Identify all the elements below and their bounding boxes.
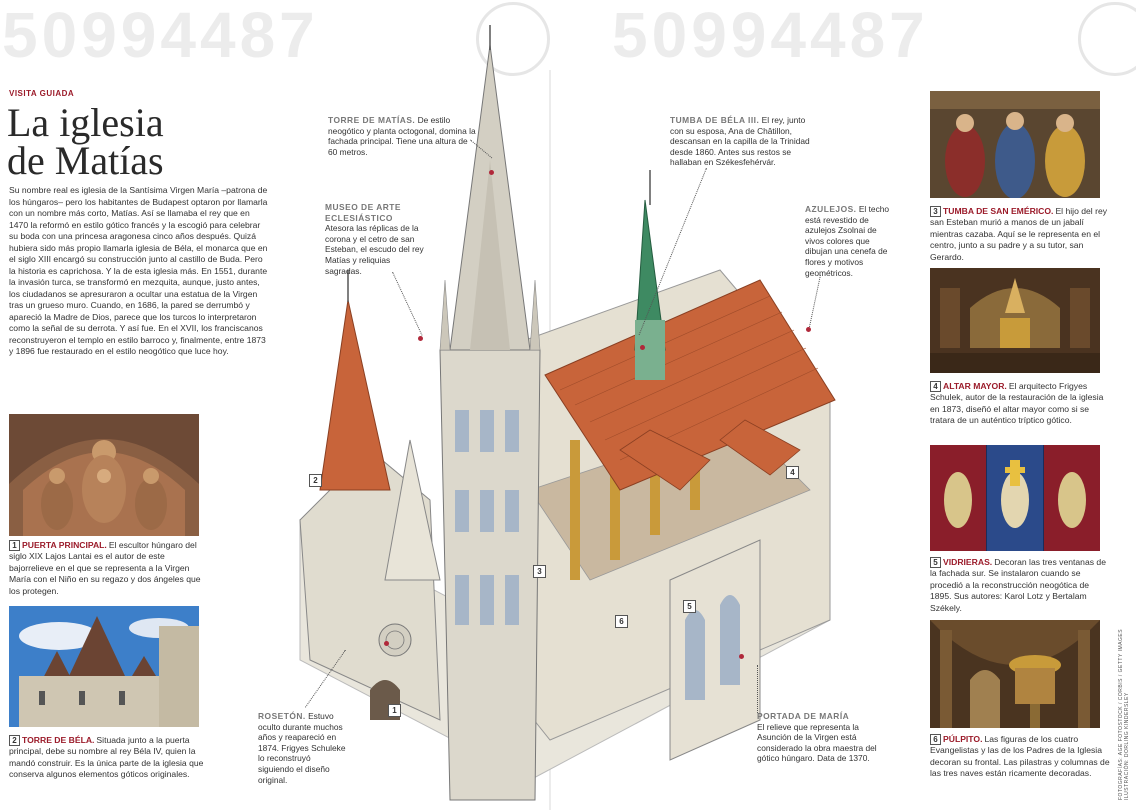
caption-number: 6 — [930, 734, 941, 745]
intro-paragraph: Su nombre real es iglesia de la Santísima Virgen María –patrona de los húngaros– pero los habitantes de Budapest optaron por llamarla con un nombre más corto, Matías. Así se llamaba el rey que en 1470 la reformó en estilo gótico francés y la escogió para celebrar su boda con una princesa aragonesa cinco años después. Quizá hubiera sido más propio llamarla iglesia de Béla, el monarca que en el siglo XIII encargó su construcción junto al castillo de Buda. Pero la historia es caprichosa. Y la de esta iglesia más. En 1551, durante la invasión turca, se transformó en mezquita, aunque, justo antes, los ciudadanos se apresuraron a ocultar una estatua de la Virgen tras un grueso muro. Cuando, en 1686, la pared se derrumbó y apareció la Madre de Dios, parece que los turcos lo interpretaron como la señal de su derrota. Y así fue. En el XVII, los franciscanos reconstruyeron el templo en estilo barroco y, finalmente, entre 1873 y 1896 fue restaurado en el estilo neogótico que luce hoy. — [9, 185, 268, 356]
photo-pulpito — [930, 620, 1100, 728]
title-line-1: La iglesia — [7, 100, 164, 145]
annotation-heading: PORTADA DE MARÍA — [757, 711, 850, 721]
section-kicker: VISITA GUIADA — [9, 89, 75, 98]
caption-heading: ALTAR MAYOR. — [943, 381, 1007, 391]
marker-1: 1 — [388, 704, 401, 717]
leader-dot — [418, 336, 423, 341]
caption-number: 2 — [9, 735, 20, 746]
annotation-heading: ROSETÓN. — [258, 711, 306, 721]
annotation-text: Estuvo oculto durante muchos años y reapareció en 1874. Frigyes Schuleke lo reconstruyó siguiendo el diseño original. — [258, 711, 346, 785]
leader-dot — [489, 170, 494, 175]
caption-vidrieras — [930, 557, 1112, 614]
leader-dot — [640, 345, 645, 350]
page-title — [7, 100, 267, 183]
caption-text: Decoran las tres ventanas de la fachada sur. Se instalaron cuando se procedió a la reconstrucción neogótica de 1895. Sus autores: Karol Lotz y Bertalam Székely. — [930, 557, 1106, 613]
marker-2: 2 — [309, 474, 322, 487]
leader-dot — [806, 327, 811, 332]
annotation-text: El rey, junto con su esposa, Ana de Châtillon, descansan en la capilla de la Trinidad desde 1860. Antes sus restos se hallaban en Székesfehérvár. — [670, 115, 810, 168]
annotation-text: Atesora las réplicas de la corona y el cetro de san Esteban, el escudo del rey Matías y reliquias sagradas. — [325, 223, 424, 276]
photo-tumba-san-emerico — [930, 91, 1100, 198]
caption-puerta-principal — [9, 540, 204, 597]
caption-pulpito — [930, 734, 1112, 780]
marker-6: 6 — [615, 615, 628, 628]
stamp-right — [1078, 2, 1136, 76]
caption-text: El escultor húngaro del siglo XIX Lajos Lantai es el autor de este bajorrelieve en el que se representa a la Virgen María con el Niño en su regazo y dos ángeles que los protegen. — [9, 540, 201, 596]
annotation-torre-matias — [328, 115, 478, 157]
caption-number: 3 — [930, 206, 941, 217]
watermark-left: 50994487 — [2, 0, 319, 71]
photo-puerta-principal — [9, 414, 199, 536]
caption-text: Las figuras de los cuatro Evangelistas y las de los Padres de la Iglesia decoran su frontal. Las pilastras y columnas de las tres naves están ricamente decoradas. — [930, 734, 1110, 779]
caption-torre-bela — [9, 735, 204, 781]
caption-text: El arquitecto Frigyes Schulek, autor de la restauración de la iglesia en 1873, diseñó el altar mayor como si se tratara de un auténtico tríptico gótico. — [930, 381, 1104, 426]
annotation-heading: MUSEO DE ARTE ECLESIÁSTICO — [325, 202, 401, 223]
annotation-text: El techo está revestido de azulejos Zsolnai de vivos colores que dibujan una cenefa de flores y motivos geométricos. — [805, 204, 890, 278]
marker-4: 4 — [786, 466, 799, 479]
caption-heading: PÚLPITO. — [943, 734, 983, 744]
annotation-heading: AZULEJOS. — [805, 204, 857, 214]
caption-heading: PUERTA PRINCIPAL. — [22, 540, 107, 550]
photo-vidrieras — [930, 445, 1100, 551]
marker-5: 5 — [683, 600, 696, 613]
caption-number: 5 — [930, 557, 941, 568]
caption-heading: TORRE DE BÉLA. — [22, 735, 95, 745]
caption-heading: TUMBA DE SAN EMÉRICO. — [943, 206, 1054, 216]
caption-text: El hijo del rey san Esteban murió a manos de un jabalí mientras cazaba. Aquí se le representa en el centro, junto a su padre y a su tutor, san Gerardo. — [930, 206, 1108, 262]
annotation-heading: TORRE DE MATÍAS. — [328, 115, 416, 125]
annotation-museo — [325, 202, 425, 276]
leader-portada — [757, 665, 758, 713]
photo-torre-bela — [9, 606, 199, 727]
leader-dot — [384, 641, 389, 646]
caption-altar-mayor — [930, 381, 1110, 427]
watermark-right: 50994487 — [612, 0, 929, 71]
caption-heading: VIDRIERAS. — [943, 557, 993, 567]
annotation-text: De estilo neogótico y planta octogonal, domina la fachada principal. Tiene una altura de 60 metros. — [328, 115, 476, 157]
annotation-text: El relieve que representa la Asunción de la Virgen está considerado la obra maestra del gótico húngaro. Data de 1370. — [757, 721, 877, 764]
caption-number: 4 — [930, 381, 941, 392]
photo-credit: FOTOGRAFÍAS: AGE FOTOSTOCK / CORBIS / GETTY IMAGES ILUSTRACIÓN: DORLING KINDERSLEY — [1118, 628, 1130, 800]
annotation-azulejos — [805, 204, 897, 278]
annotation-roseton — [258, 711, 348, 785]
annotation-portada — [757, 711, 879, 764]
caption-number: 1 — [9, 540, 20, 551]
leader-dot — [739, 654, 744, 659]
photo-altar-mayor — [930, 268, 1100, 373]
caption-text: Situada junto a la puerta principal, debe su nombre al rey Béla IV, quien la mandó construir. Es la única parte de la iglesia que conserva algunos elementos góticos originales. — [9, 735, 204, 780]
annotation-heading: TUMBA DE BÉLA III. — [670, 115, 760, 125]
marker-3: 3 — [533, 565, 546, 578]
caption-tumba-san-emerico — [930, 206, 1110, 263]
annotation-tumba-bela — [670, 115, 815, 168]
title-line-2: de Matías — [7, 138, 164, 183]
